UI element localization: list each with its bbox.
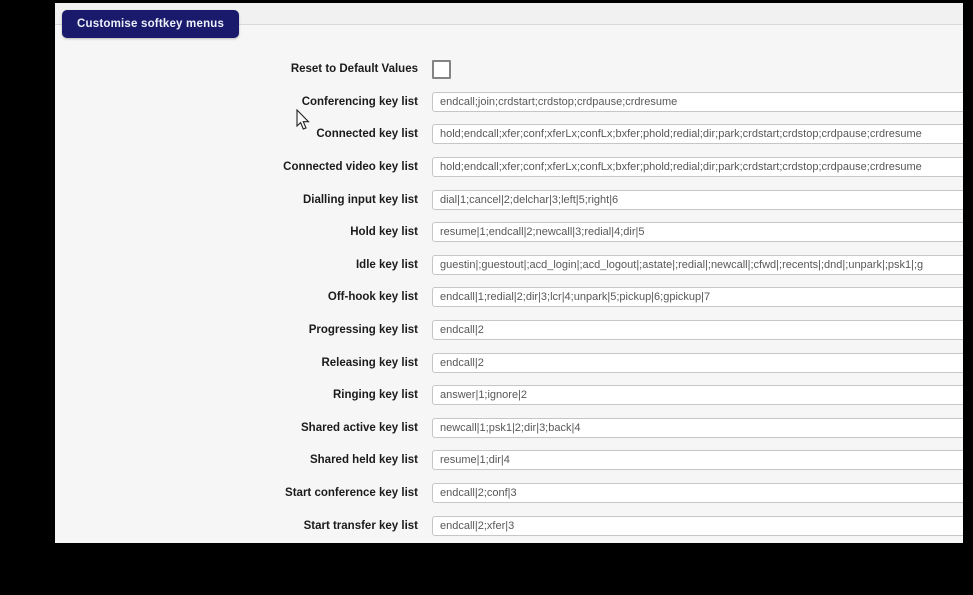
key-list-input[interactable]: [432, 222, 963, 242]
form-row: [55, 151, 963, 184]
key-list-input[interactable]: [432, 385, 963, 405]
key-list-label: Start transfer key list: [303, 519, 418, 532]
key-list-input[interactable]: [432, 92, 963, 112]
key-list-input[interactable]: [432, 450, 963, 470]
reset-to-default-checkbox[interactable]: [432, 60, 451, 79]
form-row: [55, 509, 963, 542]
key-list-input[interactable]: [432, 320, 963, 340]
key-list-input[interactable]: [432, 483, 963, 503]
form-row: [55, 86, 963, 119]
key-list-rows: [55, 86, 963, 542]
form-row: [55, 412, 963, 445]
form-row: [55, 444, 963, 477]
softkey-form: [55, 53, 963, 542]
key-list-input[interactable]: [432, 353, 963, 373]
form-row: [55, 249, 963, 282]
key-list-label: Shared held key list: [309, 454, 418, 467]
key-list-label: Ringing key list: [333, 389, 418, 402]
key-list-input[interactable]: [432, 190, 963, 210]
key-list-label: Releasing key list: [321, 356, 418, 369]
key-list-input[interactable]: [432, 255, 963, 275]
form-row: [55, 118, 963, 151]
key-list-input[interactable]: [432, 516, 963, 536]
settings-panel: [55, 3, 963, 543]
key-list-label: Conferencing key list: [301, 95, 418, 108]
form-row: [55, 379, 963, 412]
form-row: [55, 346, 963, 379]
key-list-label: Connected key list: [316, 128, 418, 141]
key-list-input[interactable]: [432, 287, 963, 307]
key-list-label: Start conference key list: [285, 487, 418, 500]
key-list-label: Shared active key list: [301, 421, 418, 434]
key-list-label: Idle key list: [355, 258, 418, 271]
tab-customise-softkey-menus[interactable]: Customise softkey menus: [62, 10, 239, 38]
key-list-label: Dialling input key list: [302, 193, 418, 206]
form-row-reset: [55, 53, 963, 86]
key-list-label: Off-hook key list: [327, 291, 418, 304]
key-list-input[interactable]: [432, 157, 963, 177]
key-list-label: Connected video key list: [283, 161, 418, 174]
form-row: [55, 477, 963, 510]
key-list-input[interactable]: [432, 418, 963, 438]
form-row: [55, 314, 963, 347]
form-row: [55, 183, 963, 216]
form-row: [55, 281, 963, 314]
key-list-input[interactable]: [432, 124, 963, 144]
key-list-label: Progressing key list: [308, 324, 418, 337]
reset-to-default-label: Reset to Default Values: [290, 63, 418, 76]
key-list-label: Hold key list: [350, 226, 418, 239]
form-row: [55, 216, 963, 249]
